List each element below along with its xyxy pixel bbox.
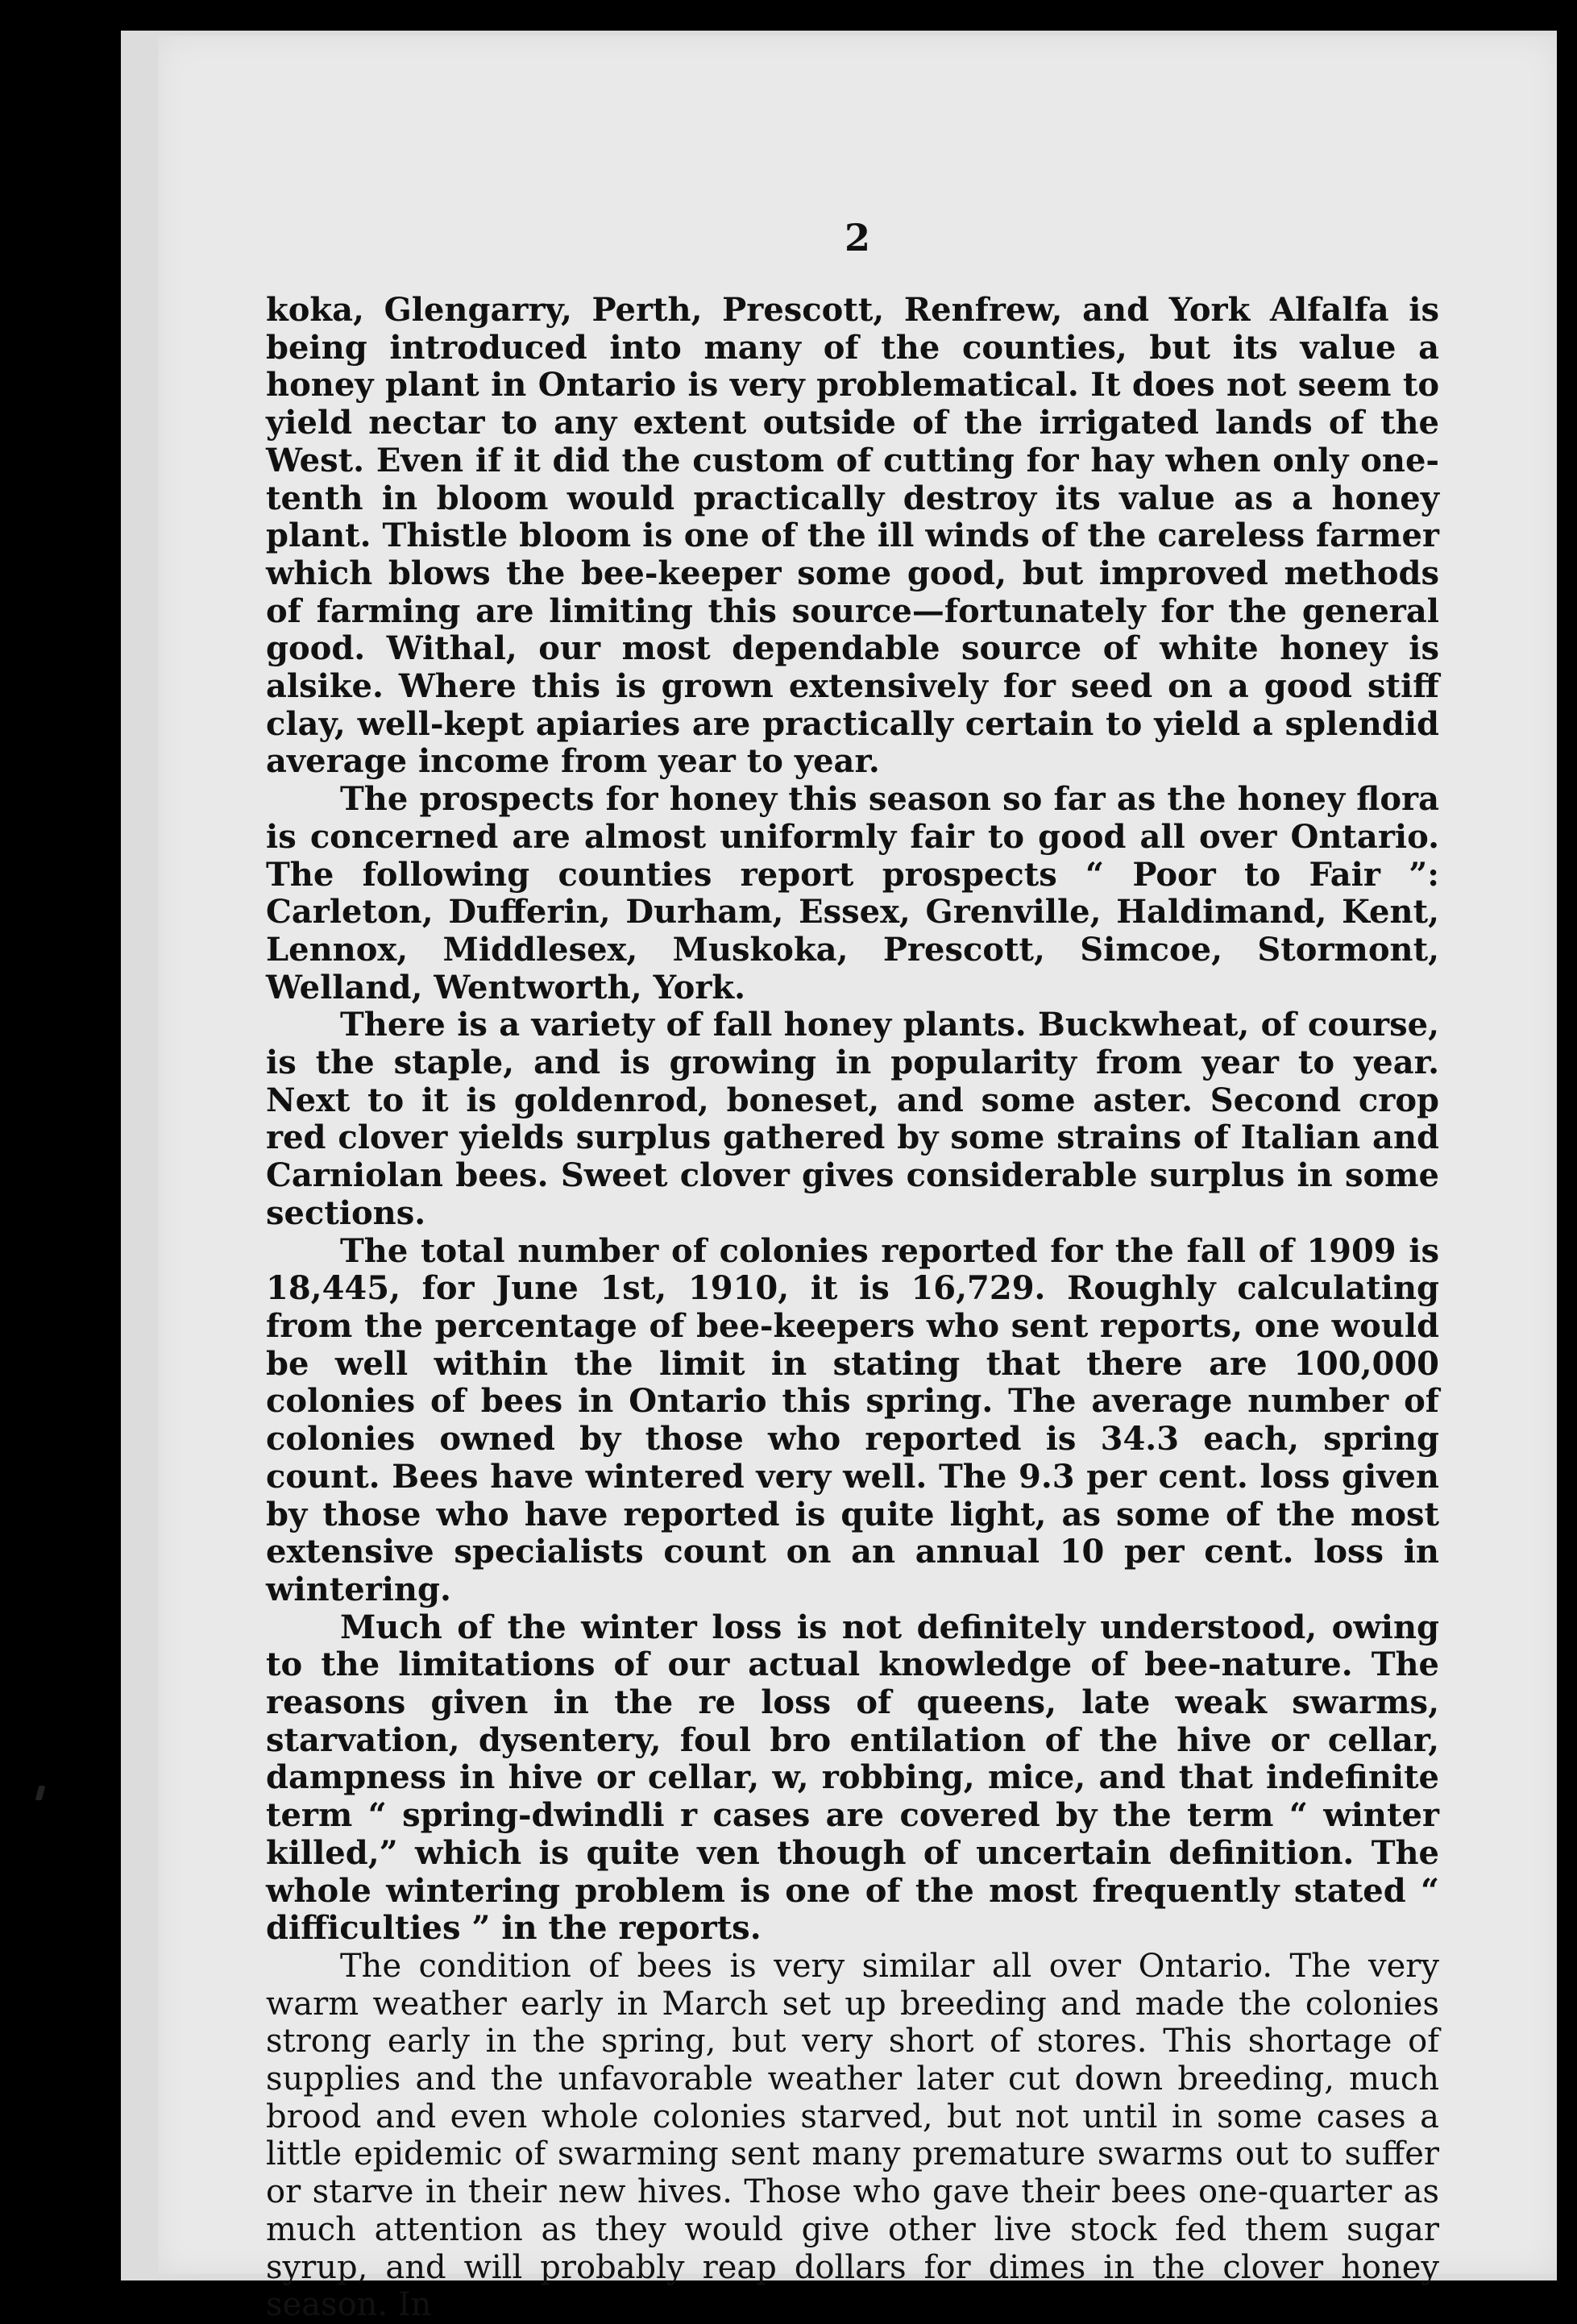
paragraph-bee-condition: The condition of bees is very similar all over Ontario. The very warm weather early in March set up breeding and made the colonies strong early in the spring, but very short of stores. This shortage of supplies and the unfavorable weather later cut down breeding, much brood and even whole colonies starved, but not until in some cases a little epidemic of swarming sent many premature swarms out to suffer or starve in their new hives. Those who gave their bees one-quarter as much attention as they would give other live stock fed them sugar syrup, and will probably reap dollars for dimes in the clover honey season. In xyxy=(266,1947,1439,2324)
document-page xyxy=(158,35,1557,2324)
paragraph-colony-count: The total number of colonies reported for the fall of 1909 is 18,445, for June 1st, 1910, it is 16,729. Roughly calculating from the percentage of bee-keepers who sent reports, one would be well within the limit in stating that there are 100,000 colonies of bees in Ontario this spring. The average number of colonies owned by those who reported is 34.3 each, spring count. Bees have wintered very well. The 9.3 per cent. loss given by those who have reported is quite light, as some of the most extensive specialists count on an annual 10 per cent. loss in wintering. xyxy=(266,1231,1439,1608)
paragraph-honey-plants: koka, Glengarry, Perth, Prescott, Renfrew, and York Alfalfa is being introduced into many of the counties, but its value a honey plant in Ontario is very problematical. It does not seem to yield nectar to any extent outside of the irrigated lands of the West. Even if it did the custom of cutting for hay when only one-tenth in bloom would practically destroy its value as a honey plant. Thistle bloom is one of the ill winds of the careless farmer which blows the bee-keeper some good, but improved methods of farming are limiting this source—fortunately for the general good. Withal, our most dependable source of white honey is alsike. Where this is grown extensively for seed on a good stiff clay, well-kept apiaries are practically certain to yield a splendid average income from year to year. xyxy=(266,291,1439,781)
page-number: 2 xyxy=(844,216,870,259)
paragraph-prospects: The prospects for honey this season so far as the honey flora is concerned are almost uniformly fair to good all over Ontario. The following counties report prospects “ Poor to Fair ”: Carleton, Dufferin, Durham, Essex, Grenville, Haldimand, Kent, Lennox, Middlesex, Muskoka, Prescott, Simcoe, Stormont, Welland, Wentworth, York. xyxy=(266,780,1439,1006)
paragraph-fall-honey-plants: There is a variety of fall honey plants. Buckwheat, of course, is the staple, and is growing in popularity from year to year. Next to it is goldenrod, boneset, and some aster. Second crop red clover yields surplus gathered by some strains of Italian and Carniolan bees. Sweet clover gives considerable surplus in some sections. xyxy=(266,1006,1439,1232)
body-text xyxy=(266,292,1439,2324)
margin-mark xyxy=(35,1786,45,1800)
paragraph-winter-loss: Much of the winter loss is not definitely understood, owing to the limitations of our actual knowledge of bee-nature. The reasons given in the re loss of queens, late weak swarms, starvation, dysentery, foul bro entilation of the hive or cellar, dampness in hive or cellar, w, robbing, mice, and that indefinite term “ spring-dwindli r cases are covered by the term “ winter killed,” which is quite ven though of uncertain definition. The whole wintering problem is one of the most frequently stated “ difficulties ” in the reports. xyxy=(266,1608,1439,1948)
